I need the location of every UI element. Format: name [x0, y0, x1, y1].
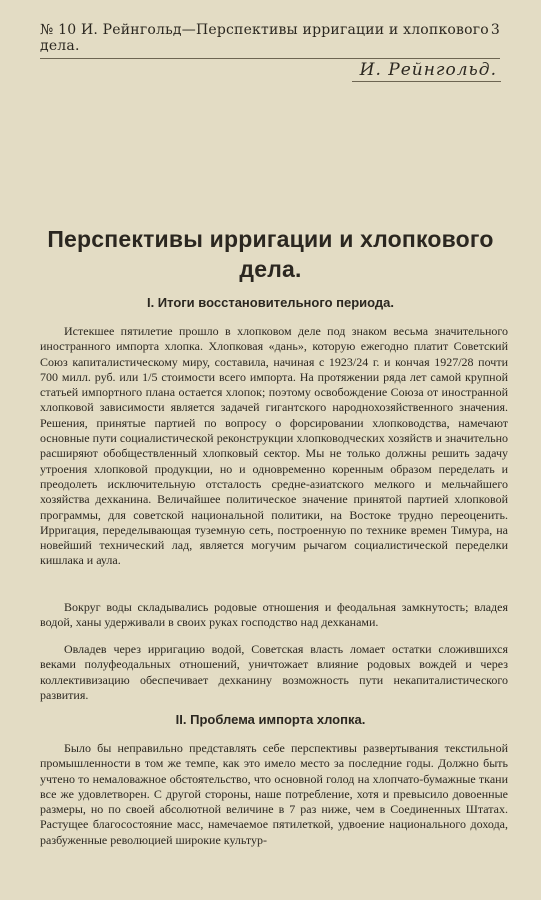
paragraph: Вокруг воды складывались родовые отношения и феодальная замкнутость; владея водой, ханы удерживали в своих руках господство над дехканами.: [40, 600, 508, 630]
paragraph: Истекшее пятилетие прошло в хлопковом деле под знаком весьма значительного иностранного импорта хлопка. Хлопковая «дань», которую ежегодно платит Советский Союз капиталистическому миру, составила, начиная с 1923/24 г. и кончая 1927/28 почти 700 милл. руб. или 1/5 стоимости всего импорта. На протяжении ряда лет самой крупной статьей импортного плана остается хлопок; поэтому освобождение Союза от иностранной хлопковой зависимости является задачей гигантского народнохозяйственного значения. Решения, принятые партией по вопросу о форсировании хлопководства, намечают основные пути социалистической реконструкции хлопководческих хозяйств и значительно расширяют обобществленный хлопковый сектор. Мы не только должны решить задачу утроения хлопковой продукции, но и одновременно коренным образом переделать и преодолеть исключительную отсталость средне-азиатского мелкого и мельчайшего хозяйства дехканина. Величайшее политическое значение принятой партией хлопковой программы, для советской национальной политики, на Востоке трудно переоценить. Ирригация, переделывающая туземную сеть, построенную по технике времен Тимура, на новейший технический лад, является могучим рычагом социалистической переделки кишлака и аула.: [40, 324, 508, 568]
author-signature: И. Рейнгольд.: [352, 60, 501, 82]
section-heading-2: II. Проблема импорта хлопка.: [175, 712, 366, 727]
page-number: 3: [490, 22, 500, 38]
section-heading-1: I. Итоги восстановительного периода.: [146, 295, 395, 310]
paragraph: Было бы неправильно представлять себе перспективы развертывания текстильной промышленности в том же темпе, как это имело место за последние годы. Должно быть учтено то немаловажное обстоятельство, что основной голод на хлопчато-бумажные ткани все же удовлетворен. С другой стороны, наше потребление, хотя и превысило довоенные размеры, но по своей абсолютной величине в 7 раз ниже, чем в Соединенных Штатах. Растущее благосостояние масс, намечаемое пятилеткой, удвоение национального дохода, разбуженные революцией широкие культур-: [40, 741, 508, 847]
running-header-title: № 10 И. Рейнгольд—Перспективы ирригации и хлопкового дела.: [40, 22, 489, 54]
running-header: [40, 22, 500, 59]
paragraph: Овладев через ирригацию водой, Советская власть ломает остатки сложившихся веками полуфеодальных отношений, уничтожает влияние родовых вождей и через коллективизацию обеспечивает дехканину возможность пути некапиталистического развития.: [40, 642, 508, 702]
article-title: Перспективы ирригации и хлопкового дела.: [47, 226, 494, 282]
